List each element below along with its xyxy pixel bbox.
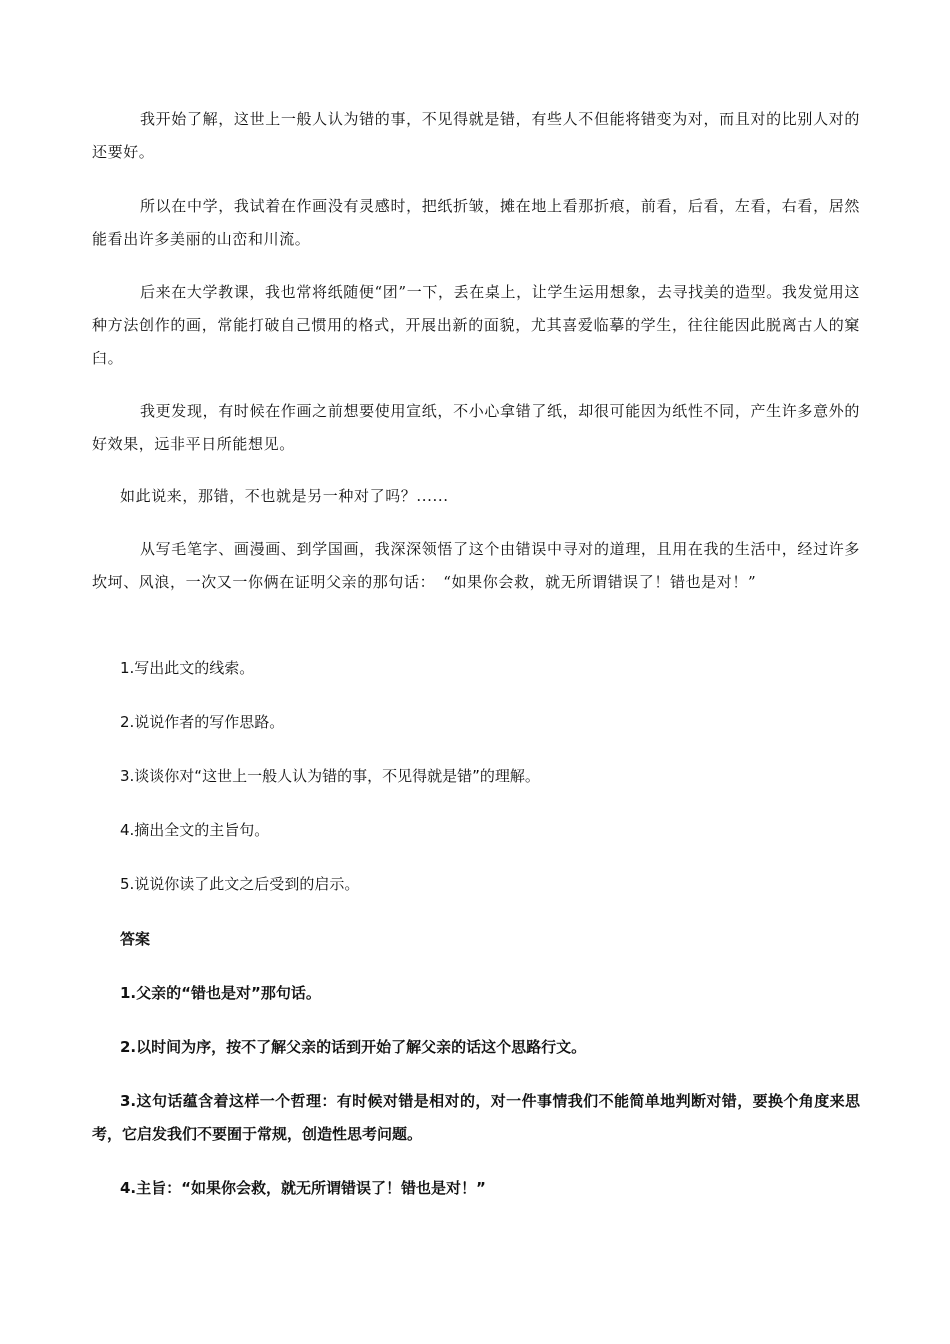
question-5: 5.说说你读了此文之后受到的启示。	[120, 875, 360, 893]
passage-paragraph-1: 我开始了解，这世上一般人认为错的事，不见得就是错，有些人不但能将错变为对，而且对的比别人对的还要好。	[92, 110, 860, 161]
question-4: 4.摘出全文的主旨句。	[120, 821, 270, 839]
answer-heading: 答案	[120, 930, 151, 948]
question-1: 1.写出此文的线索。	[120, 659, 255, 677]
answer-1: 1.父亲的“错也是对”那句话。	[120, 984, 321, 1002]
passage-paragraph-4: 我更发现，有时候在作画之前想要使用宣纸，不小心拿错了纸，却很可能因为纸性不同，产生许多意外的好效果，远非平日所能想见。	[92, 402, 860, 453]
question-3: 3.谈谈你对“这世上一般人认为错的事，不见得就是错”的理解。	[120, 767, 540, 785]
passage-paragraph-5: 如此说来，那错，不也就是另一种对了吗？......	[120, 487, 449, 505]
passage-paragraph-3: 后来在大学教课，我也常将纸随便“团”一下，丢在桌上，让学生运用想象，去寻找美的造型。我发觉用这种方法创作的画，常能打破自己惯用的格式，开展出新的面貌，尤其喜爱临摹的学生，往往能因此脱离古人的窠臼。	[92, 283, 860, 367]
passage-paragraph-2: 所以在中学，我试着在作画没有灵感时，把纸折皱，摊在地上看那折痕，前看，后看，左看，右看，居然能看出许多美丽的山峦和川流。	[92, 197, 860, 248]
passage-paragraph-6: 从写毛笔字、画漫画、到学国画，我深深领悟了这个由错误中寻对的道理，且用在我的生活中，经过许多坎坷、风浪，一次又一你俩在证明父亲的那句话： “如果你会救，就无所谓错误了！错也是对！”	[92, 540, 860, 591]
question-2: 2.说说作者的写作思路。	[120, 713, 285, 731]
answer-3: 3.这句话蕴含着这样一个哲理：有时候对错是相对的，对一件事情我们不能简单地判断对错，要换个角度来思考，它启发我们不要囿于常规，创造性思考问题。	[92, 1092, 860, 1143]
answer-2: 2.以时间为序，按不了解父亲的话到开始了解父亲的话这个思路行文。	[120, 1038, 587, 1056]
answer-4: 4.主旨：“如果你会救，就无所谓错误了！错也是对！”	[120, 1179, 486, 1197]
